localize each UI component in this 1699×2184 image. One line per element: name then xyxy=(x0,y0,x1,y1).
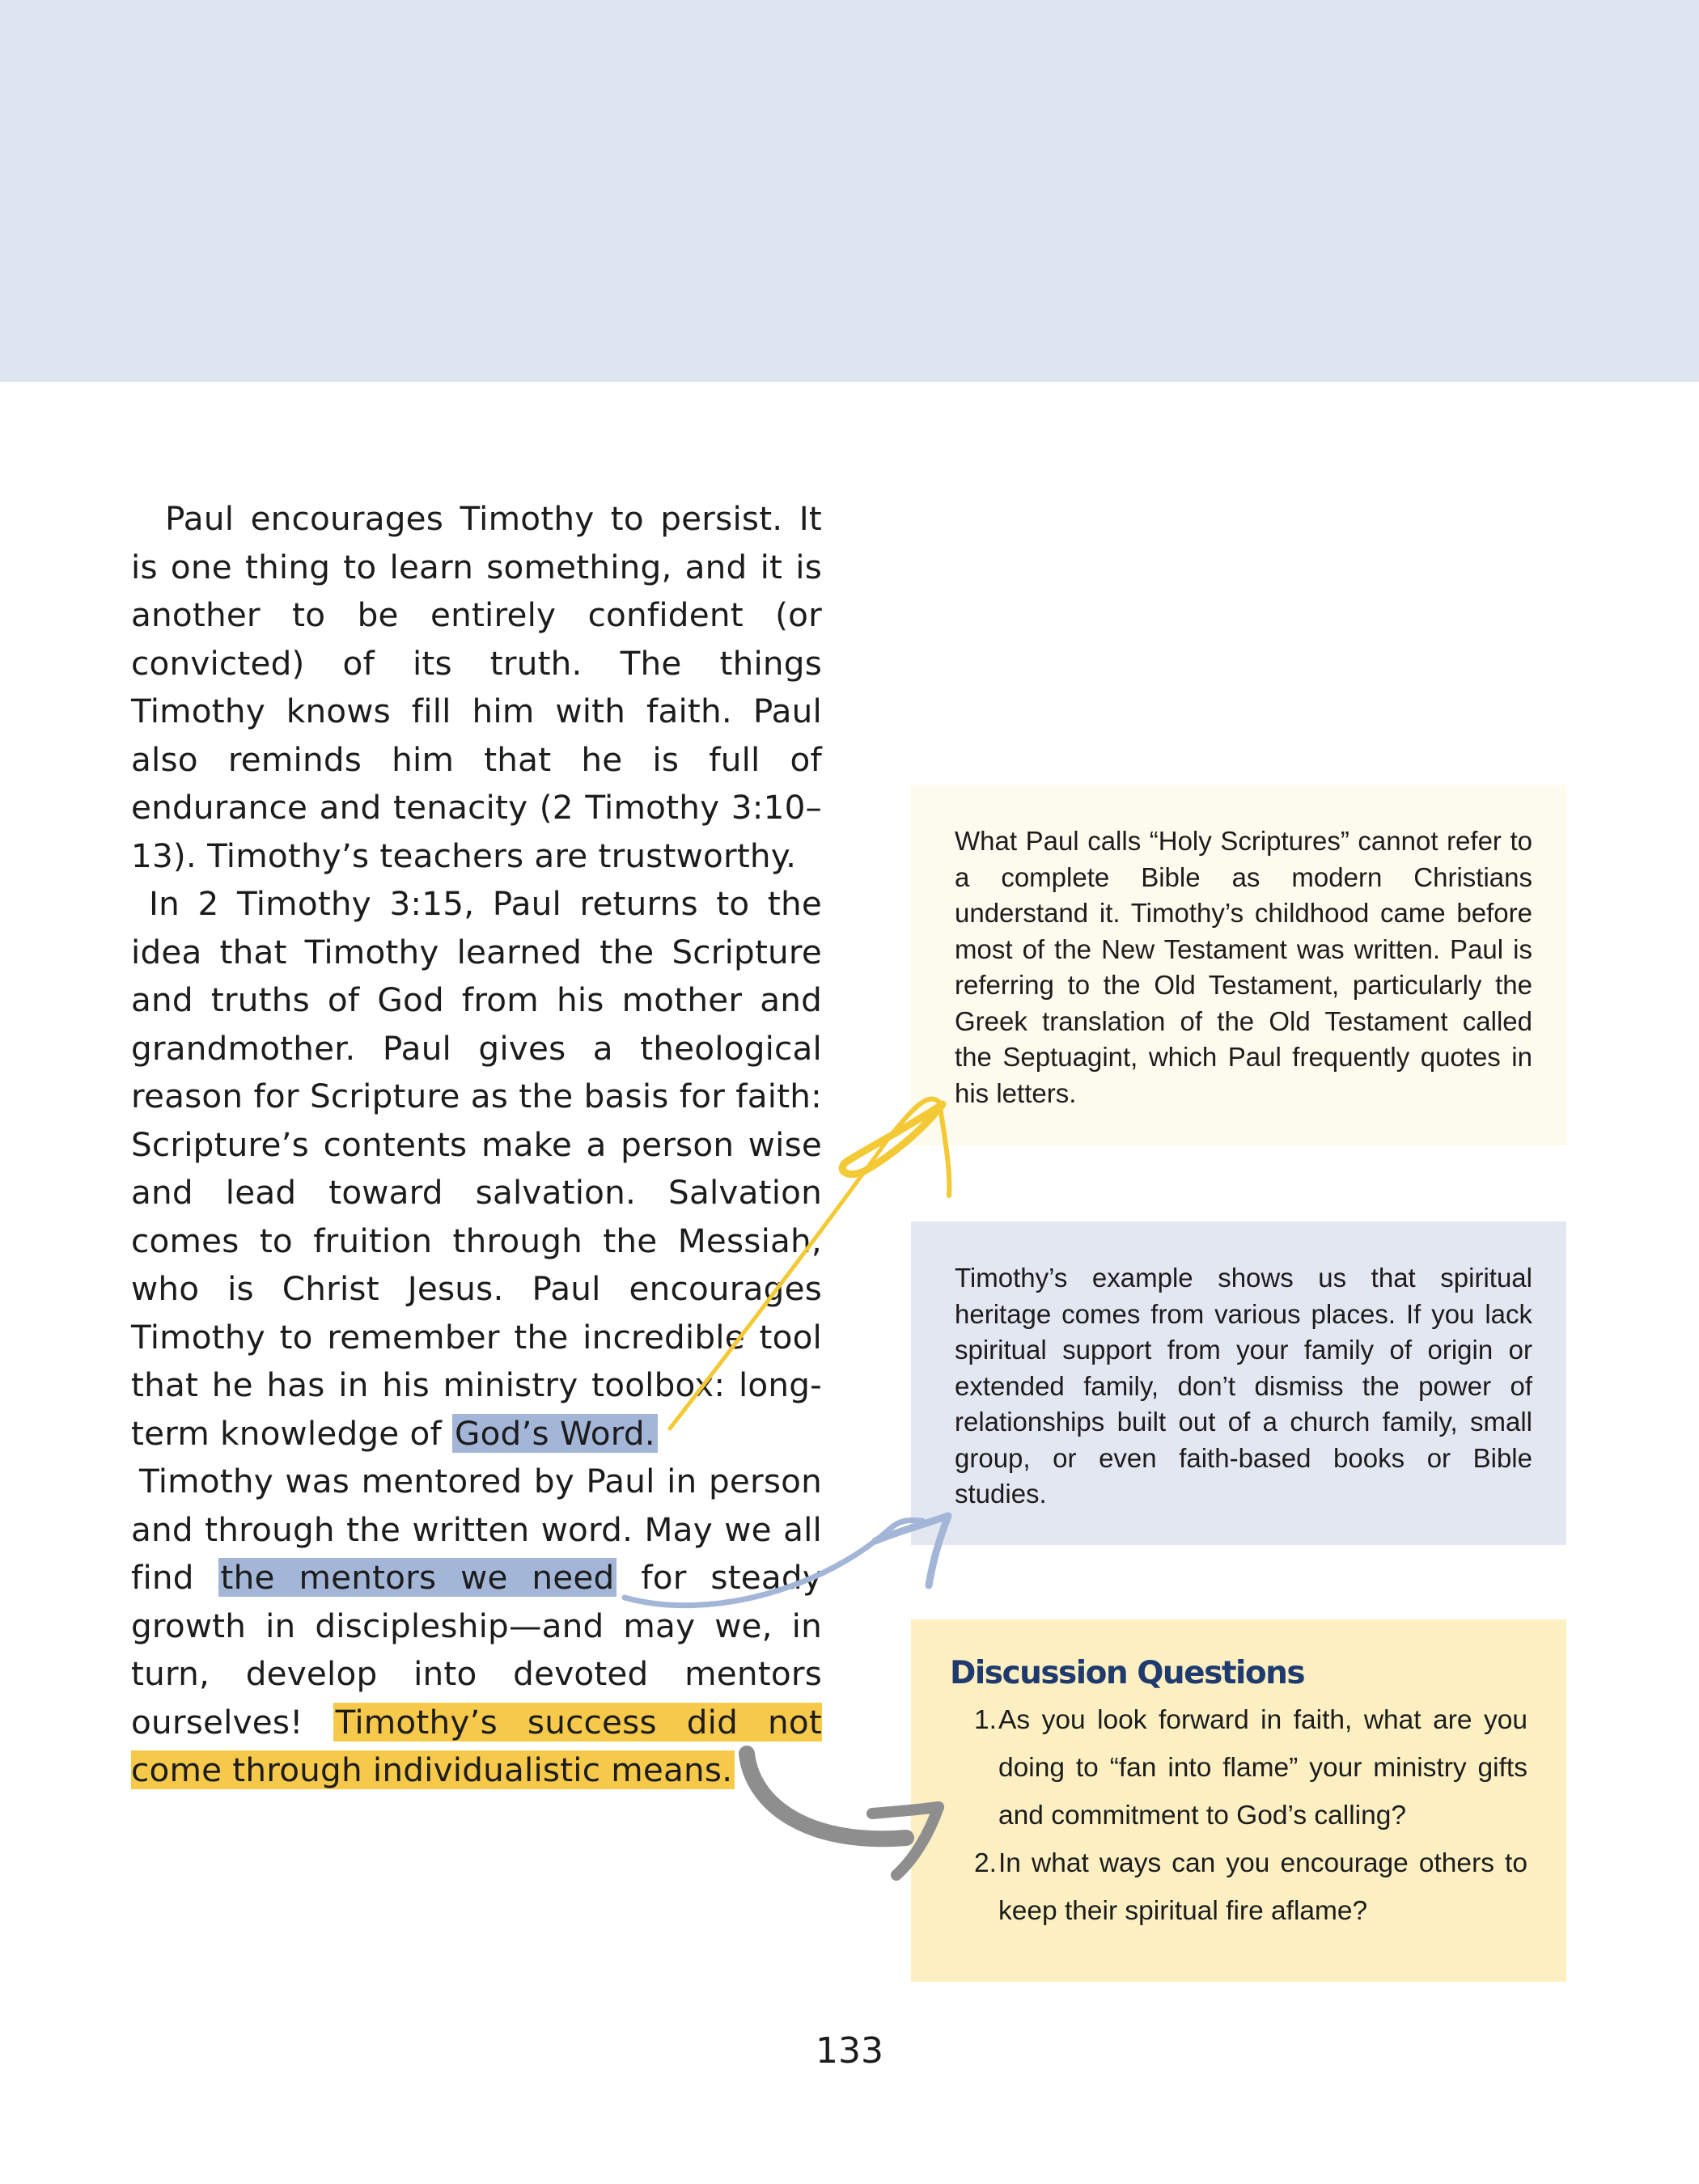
highlight-gods-word: God’s Word. xyxy=(452,1414,658,1453)
question-number: 2. xyxy=(974,1848,997,1878)
note-holy-scriptures-text: What Paul calls “Holy Scriptures” cannot refer to a complete Bible as modern Christians understand it. Timothy’s childhood came before most of the New Testament was written. Paul is referring to the Old Testament, particularly the Greek translation of the Old Testament called the Septuagint, which Paul frequently quotes in his letters. xyxy=(955,826,1532,1108)
question-number: 1. xyxy=(974,1705,997,1735)
discussion-title: Discussion Questions xyxy=(950,1655,1305,1691)
highlight-timothys-success: Timothy’s success did not come through individualistic means. xyxy=(131,1702,822,1789)
blue-arrow-icon xyxy=(625,1516,948,1606)
paragraph-mentors-text-start: Timothy was mentored by Paul in person and through the written word. May we all find xyxy=(131,1462,822,1597)
paragraph-mentors-text-middle: for steady growth in discipleship—and may we, in turn, develop into devoted mentors ourselves! xyxy=(131,1558,822,1742)
highlight-mentors-we-need: the mentors we need xyxy=(218,1558,617,1597)
paragraph-scripture-text: In 2 Timothy 3:15, Paul returns to the idea that Timothy learned the Scripture and truths of God from his mother and grandmother. Paul gives a theological reason for Scripture as the basis for faith: Scripture’s contents make a person wise and lead toward salvation. Salvation comes to fruition through the Messiah, who is Christ Jesus. Paul encourages Timothy to remember the incredible tool that he has in his ministry toolbox: long-term knowledge of xyxy=(131,884,822,1453)
note-spiritual-heritage-text: Timothy’s example shows us that spiritual heritage comes from various places. If you lack spiritual support from your family of origin or extended family, don’t dismiss the power of relationships built out of a church family, small group, or even faith-based books or Bible studies. xyxy=(955,1263,1532,1509)
page-number: 133 xyxy=(816,2030,883,2072)
question-text: In what ways can you encourage others to keep their spiritual fire aflame? xyxy=(998,1848,1527,1926)
question-text: As you look forward in faith, what are you doing to “fan into flame” your ministry gifts and commitment to God’s calling? xyxy=(998,1705,1527,1831)
yellow-arrow-icon xyxy=(670,1099,949,1428)
gray-arrow-icon xyxy=(747,1754,938,1875)
paragraph-persist: Paul encourages Timothy to persist. It is one thing to learn something, and it is another to be entirely confident (or convicted) of its truth. The things Timothy knows fill him with faith. Paul also reminds him that he is full of endurance and tenacity (2 Timothy 3:10–13). Timothy’s teachers are trustworthy. xyxy=(131,499,822,875)
